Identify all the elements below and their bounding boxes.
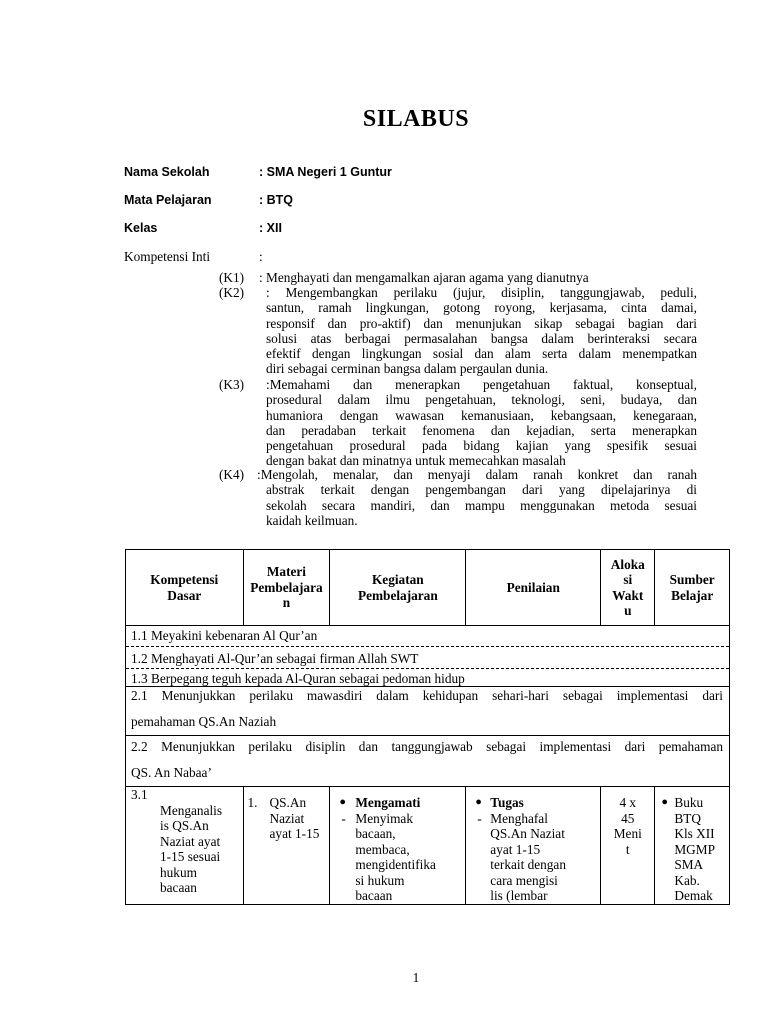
header-materi-pembelajaran (243, 550, 330, 626)
ki-text-k1 (259, 270, 699, 285)
page-number: 1 (412, 970, 420, 985)
penilaian-line: Menghafal (490, 810, 548, 826)
sumber-line: SMA (674, 857, 704, 872)
value-kelas: : XII (259, 221, 282, 235)
header-line: n (282, 595, 291, 611)
ki-line: kaidah keilmuan. (266, 512, 358, 528)
kegiatan-line: bacaan, (355, 826, 396, 841)
kd-line: hukum (160, 864, 197, 880)
ki-line: :Mengolah, menalar, dan menyaji dalam ranah konkret dan ranah (257, 467, 697, 482)
ki-line: efektif dengan lingkungan sosial dan alam serta dalam menempatkan (266, 346, 697, 362)
table-row (126, 787, 730, 905)
kd-number: 3.1 (131, 787, 148, 802)
ki-line: : Mengembangkan perilaku (jujur, disiplin, tanggungjawab, peduli, (266, 285, 697, 300)
label-mata-pelajaran: Mata Pelajaran (124, 193, 212, 207)
ki-tag-k2: (K2) (219, 285, 245, 300)
ki-tag-k4: (K4) (219, 467, 245, 482)
bullet-icon: ● (339, 796, 347, 808)
kegiatan-line: Menyimak (355, 810, 413, 826)
kegiatan-heading: Mengamati (355, 795, 421, 810)
penilaian-line: ayat 1-15 (490, 841, 541, 857)
header-kegiatan-pembelajaran (330, 550, 466, 626)
document-title: SILABUS (362, 106, 470, 132)
kegiatan-line: si hukum (355, 872, 405, 888)
ki-text-k2 (266, 285, 697, 377)
bullet-icon: ● (475, 796, 482, 808)
header-line: si (623, 572, 633, 587)
ki-line: sekolah secara mandiri, dan mampu menggunakan metoda sesuai (266, 497, 697, 513)
header-line: u (624, 603, 632, 618)
kd-line: 2.2 Menunjukkan perilaku disiplin dan tanggungjawab sebagai implementasi dari pemahaman (131, 739, 723, 754)
penilaian-line: lis (lembar (490, 888, 548, 903)
materi-line: Naziat (269, 810, 305, 826)
kd-line: bacaan (160, 880, 197, 895)
header-kompetensi-dasar (126, 550, 244, 626)
kd-row-2-1 (126, 687, 730, 736)
kompetensi-inti-colon: : (259, 249, 263, 264)
sumber-cell (655, 787, 730, 905)
ki-line: prosedural dalam ilmu pengetahuan, teknologi, seni, budaya, dan (266, 392, 697, 408)
label-kelas: Kelas (124, 221, 158, 235)
kd-line: 1-15 sesuai (160, 849, 221, 864)
kd-line: QS. An Nabaa’ (131, 765, 212, 780)
ki-line: pengetahuan prosedural pada bidang kajian yang spesifik sesuai (266, 438, 697, 454)
kd-row-2-2 (126, 736, 730, 787)
ki-line: santun, ramah lingkungan, gotong royong, kerjasama, cinta damai, (266, 300, 697, 316)
header-line: Pembelajara (250, 579, 323, 595)
ki-line: abstrak terkait dengan pengembangan dari yang dipelajarinya di (266, 482, 697, 498)
ki-tag-k1: (K1) (219, 270, 245, 285)
sumber-line: Demak (674, 888, 713, 903)
materi-line: ayat 1-15 (269, 826, 320, 841)
header-line: Dasar (167, 587, 202, 603)
dash-marker: - (341, 810, 346, 826)
penilaian-line: terkait dengan (490, 857, 566, 872)
ki-text-k3 (266, 377, 697, 469)
kd-line: Menganalis (160, 802, 223, 818)
sumber-line: Kls XII (674, 826, 715, 841)
header-line: Penilaian (506, 579, 560, 595)
kd-line: pemahaman QS.An Naziah (131, 714, 277, 729)
ki-line: diri sebagai cerminan bangsa dalam pergaulan dunia. (266, 361, 549, 377)
syllabus-table (125, 549, 730, 905)
table-row (126, 626, 730, 687)
ki-line: solusi atas berbagai permasalahan bangsa dalam berinteraksi secara (266, 330, 697, 346)
header-line: Sumber (669, 572, 715, 587)
kd-row-1-2: 1.2 Menghayati Al-Qur’an sebagai firman Allah SWT (126, 647, 729, 669)
alokasi-line: t (625, 841, 630, 857)
header-line: Materi (266, 564, 306, 580)
header-line: Pembelajaran (357, 587, 438, 603)
table-header-row (126, 550, 730, 626)
header-line: Belajar (671, 587, 714, 603)
kegiatan-cell (330, 787, 466, 905)
ki-text-k4 (257, 467, 697, 528)
table-row (126, 736, 730, 787)
label-nama-sekolah: Nama Sekolah (124, 165, 210, 179)
penilaian-line: QS.An Naziat (490, 826, 565, 841)
ki-line: : Menghayati dan mengamalkan ajaran agama yang dianutnya (259, 270, 589, 285)
kd-3-1-cell (126, 787, 244, 905)
header-alokasi-waktu (601, 550, 655, 626)
sumber-line: BTQ (674, 810, 701, 826)
header-sumber-belajar (655, 550, 730, 626)
kd-spiritual-cell (126, 626, 730, 687)
alokasi-cell (601, 787, 655, 905)
table-row (126, 687, 730, 736)
ki-line: dan peradaban terkait fenomena dan kejadian, serta menerapkan (266, 422, 697, 438)
materi-number: 1. (247, 795, 258, 810)
ki-line: humaniora dengan wawasan kemanusiaan, kebangsaan, kenegaraan, (266, 407, 697, 423)
penilaian-line: cara mengisi (490, 872, 558, 888)
value-nama-sekolah: : SMA Negeri 1 Guntur (259, 165, 392, 179)
penilaian-heading: Tugas (490, 795, 524, 810)
header-line: Kompetensi (150, 572, 219, 587)
kegiatan-line: membaca, (355, 841, 410, 857)
kegiatan-line: bacaan (355, 888, 393, 903)
kd-line: is QS.An (160, 818, 209, 833)
materi-cell (243, 787, 330, 905)
kd-row-1-3: 1.3 Berpegang teguh kepada Al-Quran sebagai pedoman hidup (131, 671, 465, 686)
ki-line: responsif dan pro-aktif) dan menunjukan sikap sebagai bagian dari (266, 315, 697, 331)
value-mata-pelajaran: : BTQ (259, 193, 294, 207)
alokasi-line: Meni (613, 826, 642, 841)
ki-line: :Memahami dan menerapkan pengetahuan faktual, konseptual, (266, 377, 697, 392)
sumber-line: MGMP (674, 841, 715, 857)
kegiatan-line: mengidentifika (355, 857, 436, 872)
materi-line: QS.An (269, 795, 307, 810)
dash-marker: - (477, 810, 482, 826)
bullet-icon: ● (661, 796, 668, 808)
header-penilaian (466, 550, 601, 626)
sumber-line: Kab. (674, 872, 700, 888)
kd-line: Naziat ayat (160, 833, 221, 849)
ki-tag-k3: (K3) (219, 377, 245, 392)
sumber-line: Buku (674, 795, 704, 810)
penilaian-cell (466, 787, 601, 905)
header-line: Wakt (612, 587, 644, 603)
alokasi-line: 4 x (619, 795, 637, 810)
header-line: Kegiatan (371, 572, 424, 587)
kd-row-1-1: 1.1 Meyakini kebenaran Al Qur’an (126, 626, 729, 647)
ki-line: dengan bakat dan minatnya untuk memecahkan masalah (266, 453, 566, 469)
kd-line: 2.1 Menunjukkan perilaku mawasdiri dalam kehidupan sehari-hari sebagai implementasi dari (131, 688, 723, 703)
header-line: Aloka (610, 556, 645, 572)
label-kompetensi-inti: Kompetensi Inti (124, 249, 211, 264)
alokasi-line: 45 (621, 810, 635, 826)
